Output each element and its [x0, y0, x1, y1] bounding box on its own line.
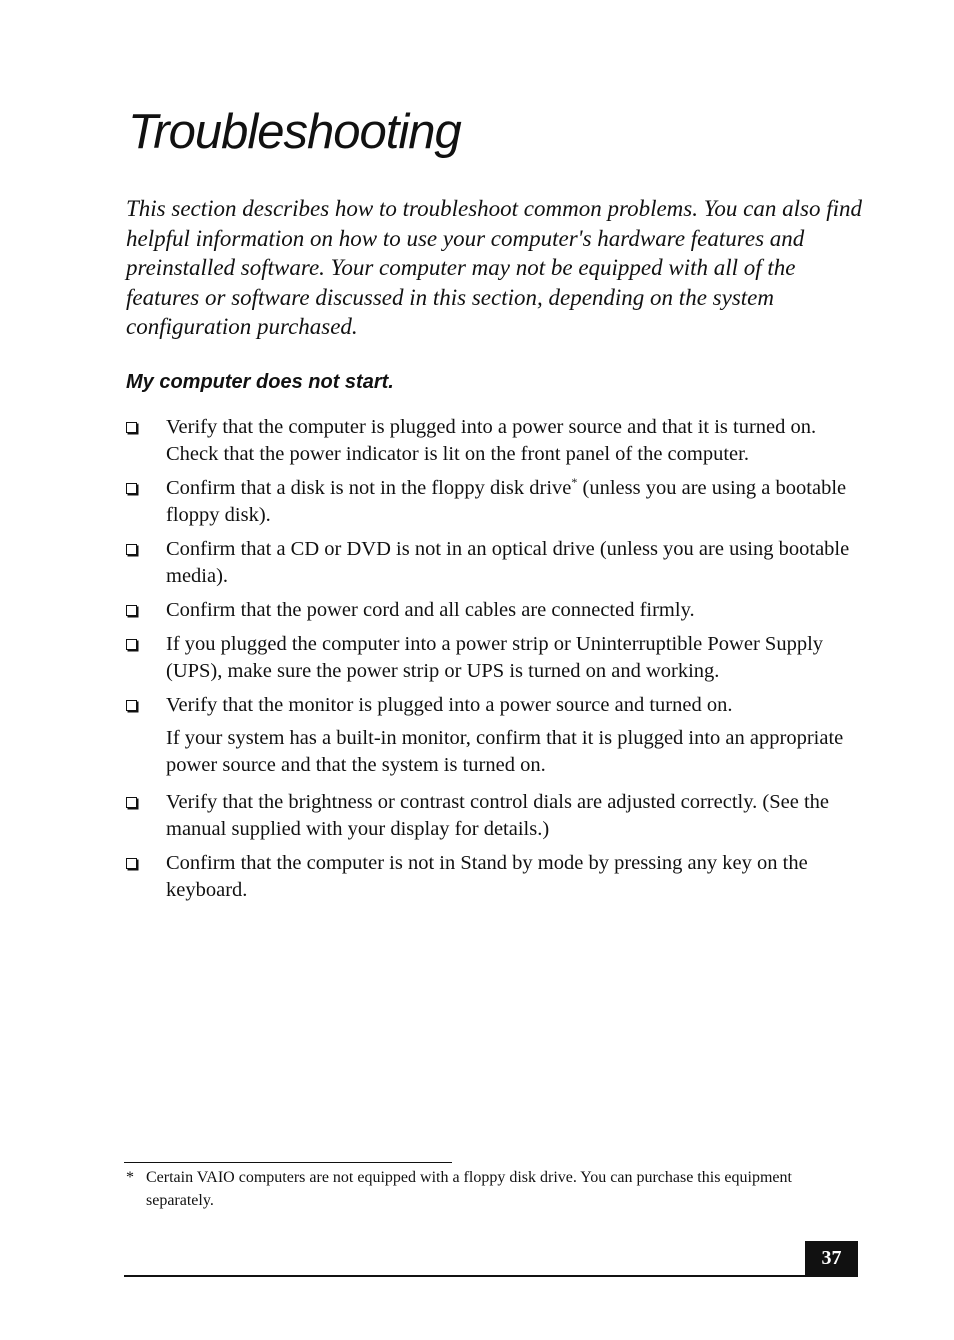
footer-divider	[124, 1275, 858, 1277]
footnote-divider	[124, 1162, 452, 1163]
list-item	[126, 789, 856, 843]
checkbox-bullet-icon	[126, 858, 137, 869]
checkbox-bullet-icon	[126, 700, 137, 711]
checkbox-bullet-icon	[126, 544, 137, 555]
section-heading: My computer does not start.	[126, 371, 394, 393]
list-item-text: Confirm that the computer is not in Stand by mode by pressing any key on the keyboard.	[166, 852, 808, 901]
list-item-text: Confirm that a CD or DVD is not in an optical drive (unless you are using bootable media).	[166, 538, 850, 587]
list-item-text: If you plugged the computer into a power strip or Uninterruptible Power Supply (UPS), make sure the power strip or UPS is turned on and working.	[166, 633, 824, 682]
checkbox-bullet-icon	[126, 639, 137, 650]
list-item-text: Verify that the brightness or contrast control dials are adjusted correctly. (See the manual supplied with your display for details.)	[166, 791, 829, 840]
list-item	[126, 631, 856, 685]
list-item	[126, 692, 856, 779]
checkbox-bullet-icon	[126, 422, 137, 433]
footnote	[124, 1166, 824, 1212]
list-item-text: Confirm that the power cord and all cables are connected firmly.	[166, 599, 695, 621]
page-number: 37	[805, 1241, 858, 1276]
list-item	[126, 414, 856, 468]
intro-paragraph: This section describes how to troubleshoot common problems. You can also find helpful information on how to use your computer's hardware features and preinstalled software. Your computer may not be equipped with all of the features or software discussed in this section, depending on the system configuration purchased.	[126, 196, 862, 339]
checkbox-bullet-icon	[126, 483, 137, 494]
page-title: Troubleshooting	[128, 105, 461, 159]
checkbox-bullet-icon	[126, 605, 137, 616]
list-item-text: Confirm that a disk is not in the floppy disk drive	[166, 477, 572, 499]
list-item-note: If your system has a built-in monitor, confirm that it is plugged into an appropriate power source and that the system is turned on.	[166, 727, 844, 776]
footnote-reference: *	[571, 475, 578, 490]
troubleshooting-checklist	[126, 414, 856, 911]
list-item	[126, 597, 856, 624]
list-item	[126, 850, 856, 904]
list-item	[126, 475, 856, 529]
list-item	[126, 536, 856, 590]
checkbox-bullet-icon	[126, 797, 137, 808]
list-item-text: Verify that the monitor is plugged into a power source and turned on.	[166, 694, 733, 716]
list-item-text: (unless you are using a bootable floppy disk).	[166, 477, 847, 526]
list-item-text: Verify that the computer is plugged into a power source and that it is turned on. Check that the power indicator is lit on the front panel of the computer.	[166, 416, 817, 465]
footnote-text: Certain VAIO computers are not equipped with a floppy disk drive. You can purchase this equipment separately.	[146, 1169, 792, 1209]
footnote-marker: *	[126, 1169, 134, 1186]
